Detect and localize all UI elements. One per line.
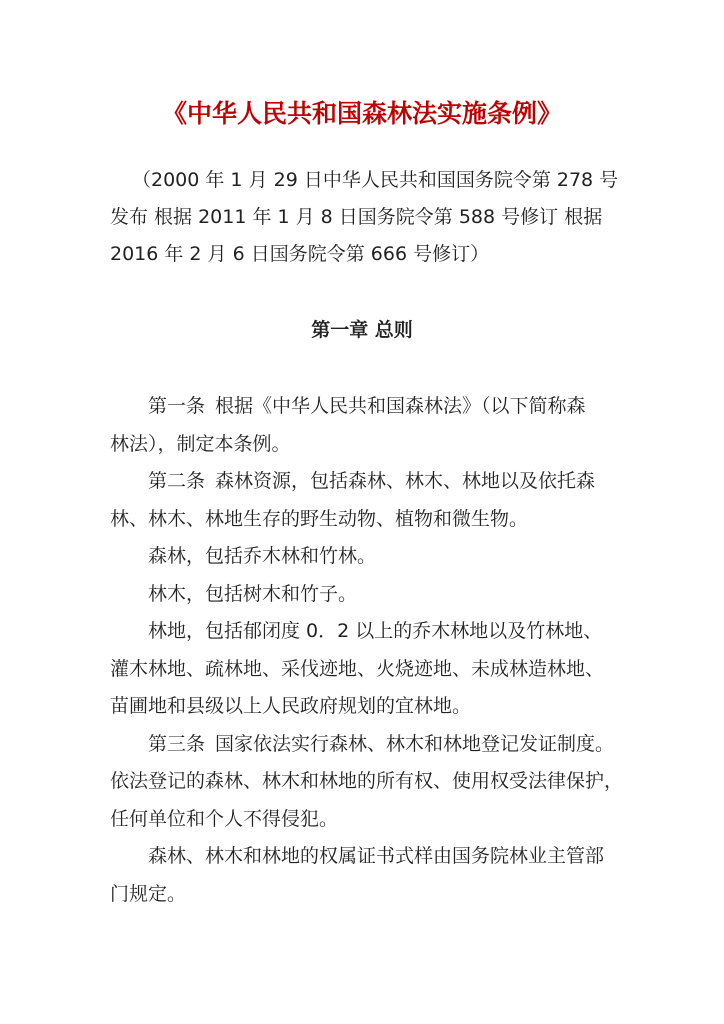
- article-number: 第三条: [148, 732, 206, 755]
- issuance-line: （2000 年 1 月 29 日中华人民共和国国务院令第 278 号: [132, 169, 619, 191]
- chapter-body: [110, 388, 630, 913]
- article-number: 第一条: [148, 395, 206, 417]
- trees-definition: 林木，包括树木和竹子。: [148, 582, 358, 605]
- article-3-line: 任何单位和个人不得侵犯。: [110, 807, 339, 830]
- forest-definition: 森林，包括乔木林和竹林。: [148, 545, 377, 567]
- issuance-line: 2016 年 2 月 6 日国务院令第 666 号修订）: [110, 243, 490, 265]
- article-text: 根据《中华人民共和国森林法》（以下简称森: [215, 395, 586, 417]
- article-2-line: 林、林木、林地生存的野生动物、植物和微生物。: [110, 507, 529, 530]
- article-3-line: 依法登记的森林、林木和林地的所有权、使用权受法律保护，: [110, 770, 624, 792]
- chapter-title: 第一章 总则: [311, 319, 413, 341]
- article-2-line: [110, 463, 630, 501]
- forestland-definition-line: 林地，包括郁闭度 0．2 以上的乔木林地以及竹林地、: [148, 620, 603, 642]
- forestland-definition-line: 灌木林地、疏林地、采伐迹地、火烧迹地、未成林造林地、: [110, 657, 605, 680]
- certificate-rule-line: 森林、林木和林地的权属证书式样由国务院林业主管部: [148, 845, 605, 867]
- issuance-note: [110, 162, 619, 273]
- forestland-definition-line: 苗圃地和县级以上人民政府规划的宜林地。: [110, 695, 472, 717]
- certificate-rule-line: 门规定。: [110, 882, 187, 905]
- document-title: 《中华人民共和国森林法实施条例》: [161, 99, 562, 128]
- issuance-line: 发布 根据 2011 年 1 月 8 日国务院令第 588 号修订 根据: [110, 206, 603, 228]
- article-text: 国家依法实行森林、林木和林地登记发证制度。: [215, 732, 615, 755]
- article-text: 森林资源，包括森林、林木、林地以及依托森: [215, 470, 596, 492]
- article-number: 第二条: [148, 470, 206, 492]
- article-1-line: [110, 388, 630, 426]
- article-1-line: 林法），制定本条例。: [110, 432, 291, 455]
- article-3-line: [110, 726, 630, 764]
